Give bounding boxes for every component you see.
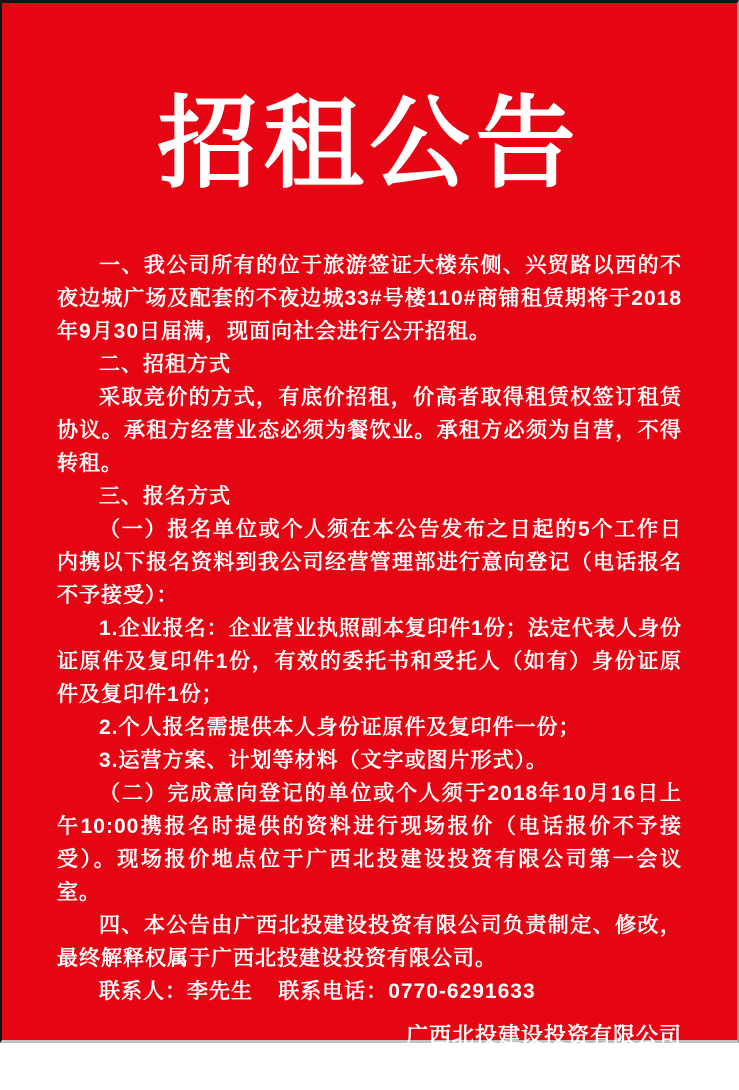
- section-heading-rental-method: 二、招租方式: [99, 353, 231, 376]
- paragraph-individual-registration: 2.个人报名需提供本人身份证原件及复印件一份；: [99, 716, 581, 739]
- paragraph-interpretation-rights: 四、本公告由广西北投建设投资有限公司负责制定、修改，最终解释权属于广西北投建设投资有限公司。: [57, 914, 682, 970]
- poster-title: 招租公告: [157, 84, 582, 202]
- contact-person: 李先生: [187, 980, 253, 1003]
- signature-date: 2018年9月30日: [463, 1059, 625, 1084]
- contact-person-label: 联系人：: [99, 980, 187, 1003]
- paragraph-rental-method: 采取竞价的方式，有底价招租，价高者取得租赁权签订租赁协议。承租方经营业态必须为餐饮业。承租方必须为自营，不得转租。: [57, 386, 682, 475]
- contact-line: [57, 975, 682, 1008]
- paragraph-bidding: （二）完成意向登记的单位或个人须于2018年10月16日上午10:00携报名时提供的资料进行现场报价（电话报价不予接受）。现场报价地点位于广西北投建设投资有限公司第一会议室。: [57, 782, 682, 904]
- poster-body: [57, 249, 682, 1008]
- paragraph-registration-1: （一）报名单位或个人须在本公告发布之日起的5个工作日内携以下报名资料到我公司经营管理部进行意向登记（电话报名不予接受）：: [57, 518, 682, 607]
- paragraph-intro: 一、我公司所有的位于旅游签证大楼东侧、兴贸路以西的不夜边城广场及配套的不夜边城33#号楼110#商铺租赁期将于2018年9月30日届满，现面向社会进行公开招租。: [57, 254, 682, 343]
- section-heading-registration-method: 三、报名方式: [99, 485, 231, 508]
- signature-company: 广西北投建设投资有限公司: [405, 1023, 682, 1048]
- contact-phone-label: 联系电话：: [278, 980, 389, 1003]
- paragraph-operation-plan: 3.运营方案、计划等材料（文字或图片形式）。: [99, 749, 549, 772]
- paragraph-enterprise-registration: 1.企业报名：企业营业执照副本复印件1份；法定代表人身份证原件及复印件1份，有效的委托书和受托人（如有）身份证原件及复印件1份；: [57, 617, 682, 706]
- signature-block: [406, 1018, 682, 1090]
- contact-phone: 0770-6291633: [388, 980, 536, 1003]
